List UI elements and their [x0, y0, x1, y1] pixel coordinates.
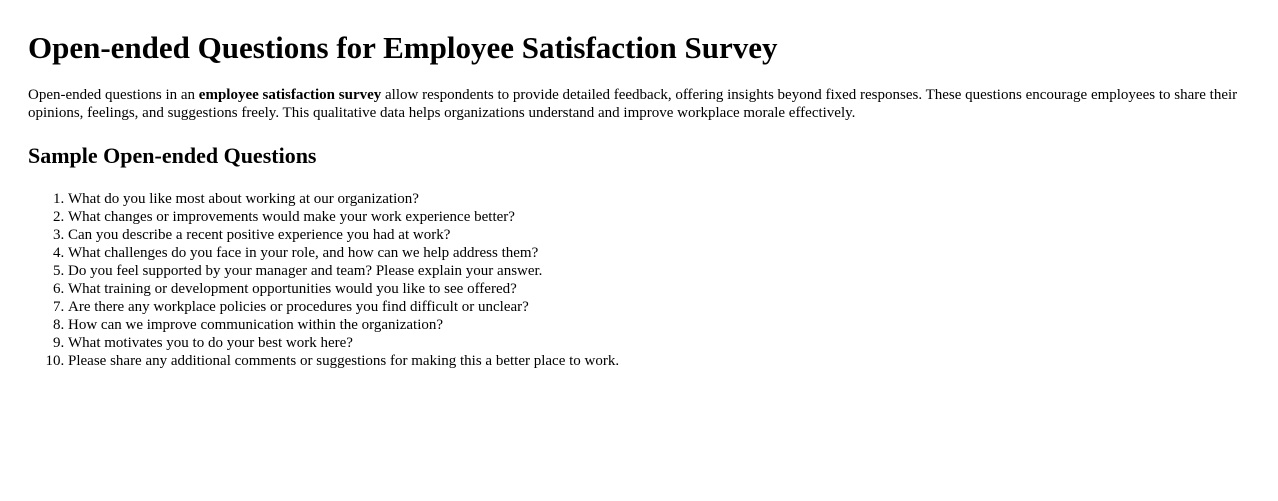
question-item: 10. Please share any additional comments or suggestions for making this a better place to work.	[68, 352, 1250, 370]
question-item: 1. What do you like most about working at our organization?	[68, 190, 1250, 208]
question-item: 2. What changes or improvements would make your work experience better?	[68, 208, 1250, 226]
section-heading: Sample Open-ended Questions	[28, 143, 317, 168]
question-item: 8. How can we improve communication within the organization?	[68, 316, 1250, 334]
page-title: Open-ended Questions for Employee Satisfaction Survey	[28, 30, 778, 65]
intro-paragraph	[28, 86, 1250, 122]
question-item: 9. What motivates you to do your best work here?	[68, 334, 1250, 352]
intro-text-end: allow respondents to provide detailed feedback, offering insights beyond fixed responses. These questions encourage employees to share their opinions, feelings, and suggestions freely. This qualitative data helps organizations understand and improve workplace morale effectively.	[28, 87, 1238, 121]
intro-bold-phrase: employee satisfaction survey	[198, 87, 382, 103]
question-item: 7. Are there any workplace policies or procedures you find difficult or unclear?	[68, 298, 1250, 316]
question-item: 4. What challenges do you face in your role, and how can we help address them?	[68, 244, 1250, 262]
intro-text-start: Open-ended questions in an	[28, 87, 199, 103]
questions-list	[28, 190, 1250, 370]
question-item: 6. What training or development opportunities would you like to see offered?	[68, 280, 1250, 298]
question-item: 3. Can you describe a recent positive experience you had at work?	[68, 226, 1250, 244]
question-item: 5. Do you feel supported by your manager and team? Please explain your answer.	[68, 262, 1250, 280]
